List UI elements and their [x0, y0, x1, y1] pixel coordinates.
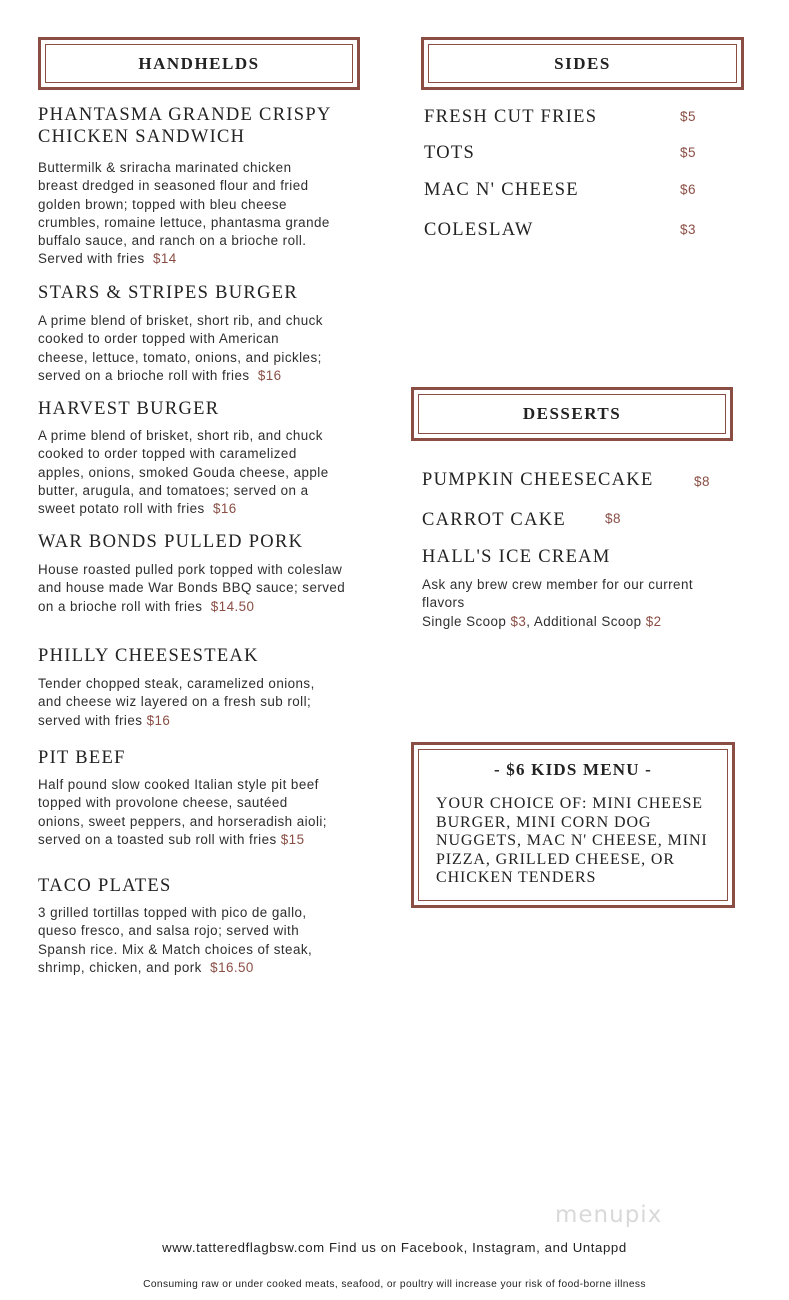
item-title: STARS & STRIPES BURGER — [38, 283, 298, 303]
additional-scoop-label: , Additional Scoop — [526, 613, 642, 629]
desc-line — [38, 712, 315, 730]
desc-line: flavors — [422, 595, 465, 611]
item-price: $14 — [152, 251, 177, 267]
item-price: $16.50 — [210, 959, 254, 975]
desc-line — [38, 367, 323, 385]
item-description — [38, 427, 329, 518]
item-description — [38, 776, 327, 849]
kids-menu-inner-border — [418, 749, 728, 901]
desc-line: 3 grilled tortillas topped with pico de gallo, — [38, 905, 307, 920]
item-description — [38, 675, 315, 730]
desc-line: golden brown; topped with bleu cheese — [38, 196, 287, 212]
side-item-name: COLESLAW — [424, 220, 534, 240]
side-item-price: $5 — [680, 145, 697, 160]
desc-last: served on a brioche roll with fries — [38, 367, 250, 383]
desc-last: served with fries — [38, 712, 143, 728]
desc-line — [38, 831, 327, 849]
item-description — [38, 159, 330, 269]
desc-line — [38, 250, 330, 268]
item-title: TACO PLATES — [38, 876, 172, 896]
handhelds-heading: HANDHELDS — [45, 44, 353, 83]
desc-last: Served with fries — [38, 251, 145, 267]
item-description — [38, 312, 323, 385]
kids-menu-text — [436, 795, 721, 888]
desc-line: A prime blend of brisket, short rib, and chuck — [38, 428, 323, 443]
sides-heading: SIDES — [428, 44, 737, 83]
desc-line: cooked to order topped with American — [38, 331, 279, 347]
side-item-price: $6 — [680, 182, 697, 197]
desc-last: served on a toasted sub roll with fries — [38, 831, 277, 847]
desc-line: apples, onions, smoked Gouda cheese, apple — [38, 464, 329, 480]
item-description — [38, 561, 345, 616]
handhelds-heading-box — [38, 37, 360, 90]
additional-scoop-price: $2 — [645, 613, 662, 629]
desc-line: Ask any brew crew member for our current — [422, 577, 694, 592]
dessert-item-name: PUMPKIN CHEESECAKE — [422, 470, 654, 490]
desc-line — [422, 613, 693, 631]
item-price: $14.50 — [210, 598, 255, 614]
desc-line: Half pound slow cooked Italian style pit beef — [38, 777, 319, 792]
desc-line — [38, 500, 329, 518]
ice-cream-description — [422, 576, 693, 631]
desc-line: queso fresco, and salsa rojo; served with — [38, 923, 300, 939]
desc-line: crumbles, romaine lettuce, phantasma grande — [38, 214, 330, 230]
desc-line: cooked to order topped with caramelized — [38, 446, 297, 462]
desc-line: Tender chopped steak, caramelized onions, — [38, 676, 315, 691]
dessert-item-price: $8 — [694, 474, 711, 489]
single-scoop-price: $3 — [510, 613, 527, 629]
desc-last: on a brioche roll with fries — [38, 598, 203, 614]
desc-line: and cheese wiz layered on a fresh sub roll; — [38, 694, 312, 710]
desc-last: shrimp, chicken, and pork — [38, 959, 202, 975]
item-title: WAR BONDS PULLED PORK — [38, 532, 304, 552]
kids-line: BURGER, MINI CORN DOG — [436, 813, 652, 831]
kids-line: YOUR CHOICE OF: MINI CHEESE — [436, 795, 703, 812]
desc-line: and house made War Bonds BBQ sauce; served — [38, 580, 346, 596]
item-title-line: PHANTASMA GRANDE CRISPY — [38, 105, 332, 125]
item-price: $16 — [213, 501, 237, 517]
dessert-item-name: HALL'S ICE CREAM — [422, 547, 611, 567]
menupix-watermark: menupix — [555, 1202, 663, 1228]
kids-menu-title: - $6 KIDS MENU - — [493, 760, 653, 779]
desc-line: butter, arugula, and tomatoes; served on a — [38, 482, 309, 498]
item-title-line: CHICKEN SANDWICH — [38, 127, 246, 147]
item-price: $16 — [257, 367, 282, 383]
kids-line: NUGGETS, MAC N' CHEESE, MINI — [436, 832, 708, 850]
desc-line: Buttermilk & sriracha marinated chicken — [38, 160, 292, 175]
desc-line: cheese, lettuce, tomato, onions, and pickles; — [38, 349, 322, 365]
item-price: $16 — [146, 712, 171, 728]
dessert-item-price: $8 — [605, 511, 622, 526]
item-title: PHILLY CHEESESTEAK — [38, 646, 259, 666]
kids-line: PIZZA, GRILLED CHEESE, OR — [436, 850, 675, 868]
item-title: PIT BEEF — [38, 748, 126, 768]
desc-line: Spansh rice. Mix & Match choices of steak, — [38, 941, 313, 957]
side-item-name: FRESH CUT FRIES — [424, 107, 598, 127]
kids-menu-box — [411, 742, 735, 908]
kids-line: CHICKEN TENDERS — [436, 869, 597, 887]
desc-line — [38, 959, 312, 977]
side-item-name: MAC N' CHEESE — [424, 180, 579, 200]
sides-heading-box — [421, 37, 744, 90]
desc-line: onions, sweet peppers, and horseradish aioli; — [38, 813, 327, 829]
item-description — [38, 904, 312, 977]
desserts-heading-box — [411, 387, 733, 441]
desc-line: breast dredged in seasoned flour and fried — [38, 178, 309, 194]
item-price: $15 — [280, 831, 305, 847]
dessert-item-name: CARROT CAKE — [422, 510, 566, 530]
item-title — [38, 104, 332, 148]
desc-line: topped with provolone cheese, sautéed — [38, 795, 288, 811]
desc-last: sweet potato roll with fries — [38, 501, 205, 517]
desc-line — [38, 598, 345, 616]
item-title: HARVEST BURGER — [38, 399, 220, 419]
desc-line: buffalo sauce, and ranch on a brioche roll. — [38, 233, 307, 249]
single-scoop-label: Single Scoop — [422, 613, 507, 629]
footer-disclaimer: Consuming raw or under cooked meats, seafood, or poultry will increase your risk of food-borne illness — [143, 1279, 646, 1290]
side-item-name: TOTS — [424, 143, 476, 163]
desc-line: House roasted pulled pork topped with coleslaw — [38, 562, 343, 577]
desc-line: A prime blend of brisket, short rib, and chuck — [38, 313, 323, 328]
side-item-price: $5 — [680, 109, 697, 124]
footer-website-line: www.tatteredflagbsw.com Find us on Facebook, Instagram, and Untappd — [162, 1240, 627, 1255]
side-item-price: $3 — [680, 222, 697, 237]
desserts-heading: DESSERTS — [418, 394, 726, 434]
